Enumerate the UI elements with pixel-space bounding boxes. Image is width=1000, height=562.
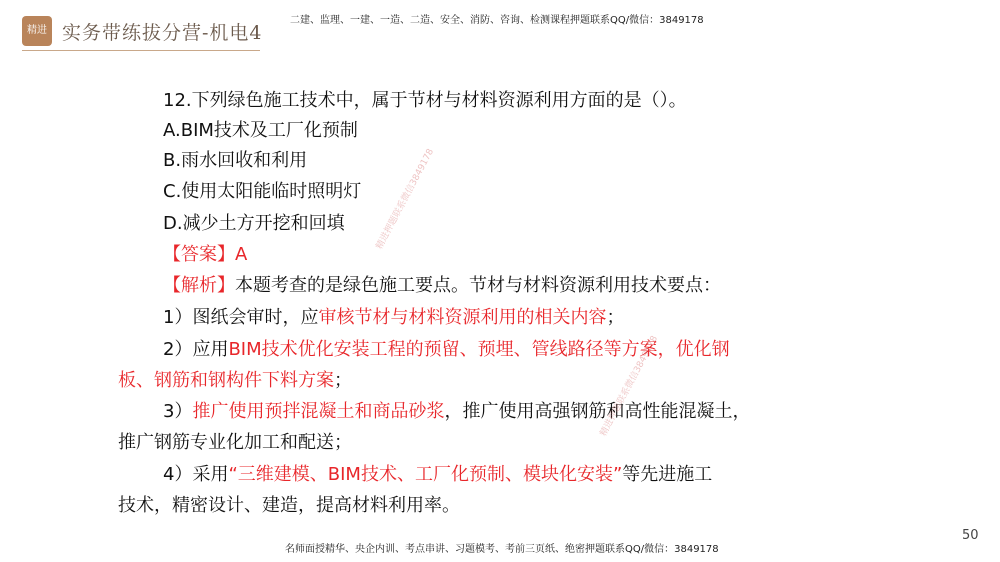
watermark: 精进押题联系微信3849178 [374,147,437,252]
p3-highlight: 推广使用预拌混凝土和商品砂浆 [192,401,445,422]
p1-highlight: 审核节材与材料资源利用的相关内容 [318,307,607,328]
brand-logo: 精进 [22,16,52,46]
footer-contact-note: 名师面授精华、央企内训、考点串讲、习题模考、考前三页纸、绝密押题联系QQ/微信：3849178 [285,544,719,555]
p2-highlight-a: BIM技术优化安装工程的预留、预埋、管线路径等方案，优化钢 [228,339,730,360]
p3-prefix: 3） [163,401,193,422]
p2-highlight-b: 板、钢筋和钢构件下料方案 [118,370,334,391]
header-contact-note: 二建、监理、一建、一造、二造、安全、消防、咨询、检测课程押题联系QQ/微信：3849178 [290,15,704,26]
option-a: A.BIM技术及工厂化预制 [163,120,358,141]
analysis-intro-line [163,274,721,298]
analysis-point-4-cont: 技术，精密设计、建造，提高材料利用率。 [118,495,460,516]
analysis-point-3 [163,400,750,424]
brand-title: 实务带练拔分营-机电4 [62,22,263,44]
answer-line [163,243,247,267]
brand-underline [22,50,260,51]
p1-suffix: ； [606,307,625,328]
analysis-point-3-cont: 推广钢筋专业化加工和配送； [118,432,352,453]
watermark: 精进押题联系微信3849178 [598,334,661,439]
p4-highlight: “三维建模、BIM技术、工厂化预制、模块化安装” [228,464,623,485]
p4-prefix: 4）采用 [163,464,229,485]
analysis-point-4 [163,463,712,487]
option-b: B.雨水回收和利用 [163,150,308,171]
page-number: 50 [962,528,979,543]
answer-label: 【答案】 [163,244,235,265]
option-d: D.减少土方开挖和回填 [163,213,345,234]
analysis-point-1 [163,306,624,330]
analysis-point-2-cont [118,369,352,393]
p2-prefix: 2）应用 [163,339,229,360]
p2-suffix: ； [334,370,352,391]
p4-suffix: 等先进施工 [622,464,713,485]
analysis-label: 【解析】 [163,275,235,296]
answer-value: A [235,244,248,265]
p3-suffix: ，推广使用高强钢筋和高性能混凝土， [444,401,751,422]
analysis-intro: 本题考查的是绿色施工要点。节材与材料资源利用技术要点： [235,275,721,296]
option-c: C.使用太阳能临时照明灯 [163,181,362,202]
p1-prefix: 1）图纸会审时，应 [163,307,319,328]
question-stem: 12.下列绿色施工技术中，属于节材与材料资源利用方面的是（）。 [163,90,687,111]
